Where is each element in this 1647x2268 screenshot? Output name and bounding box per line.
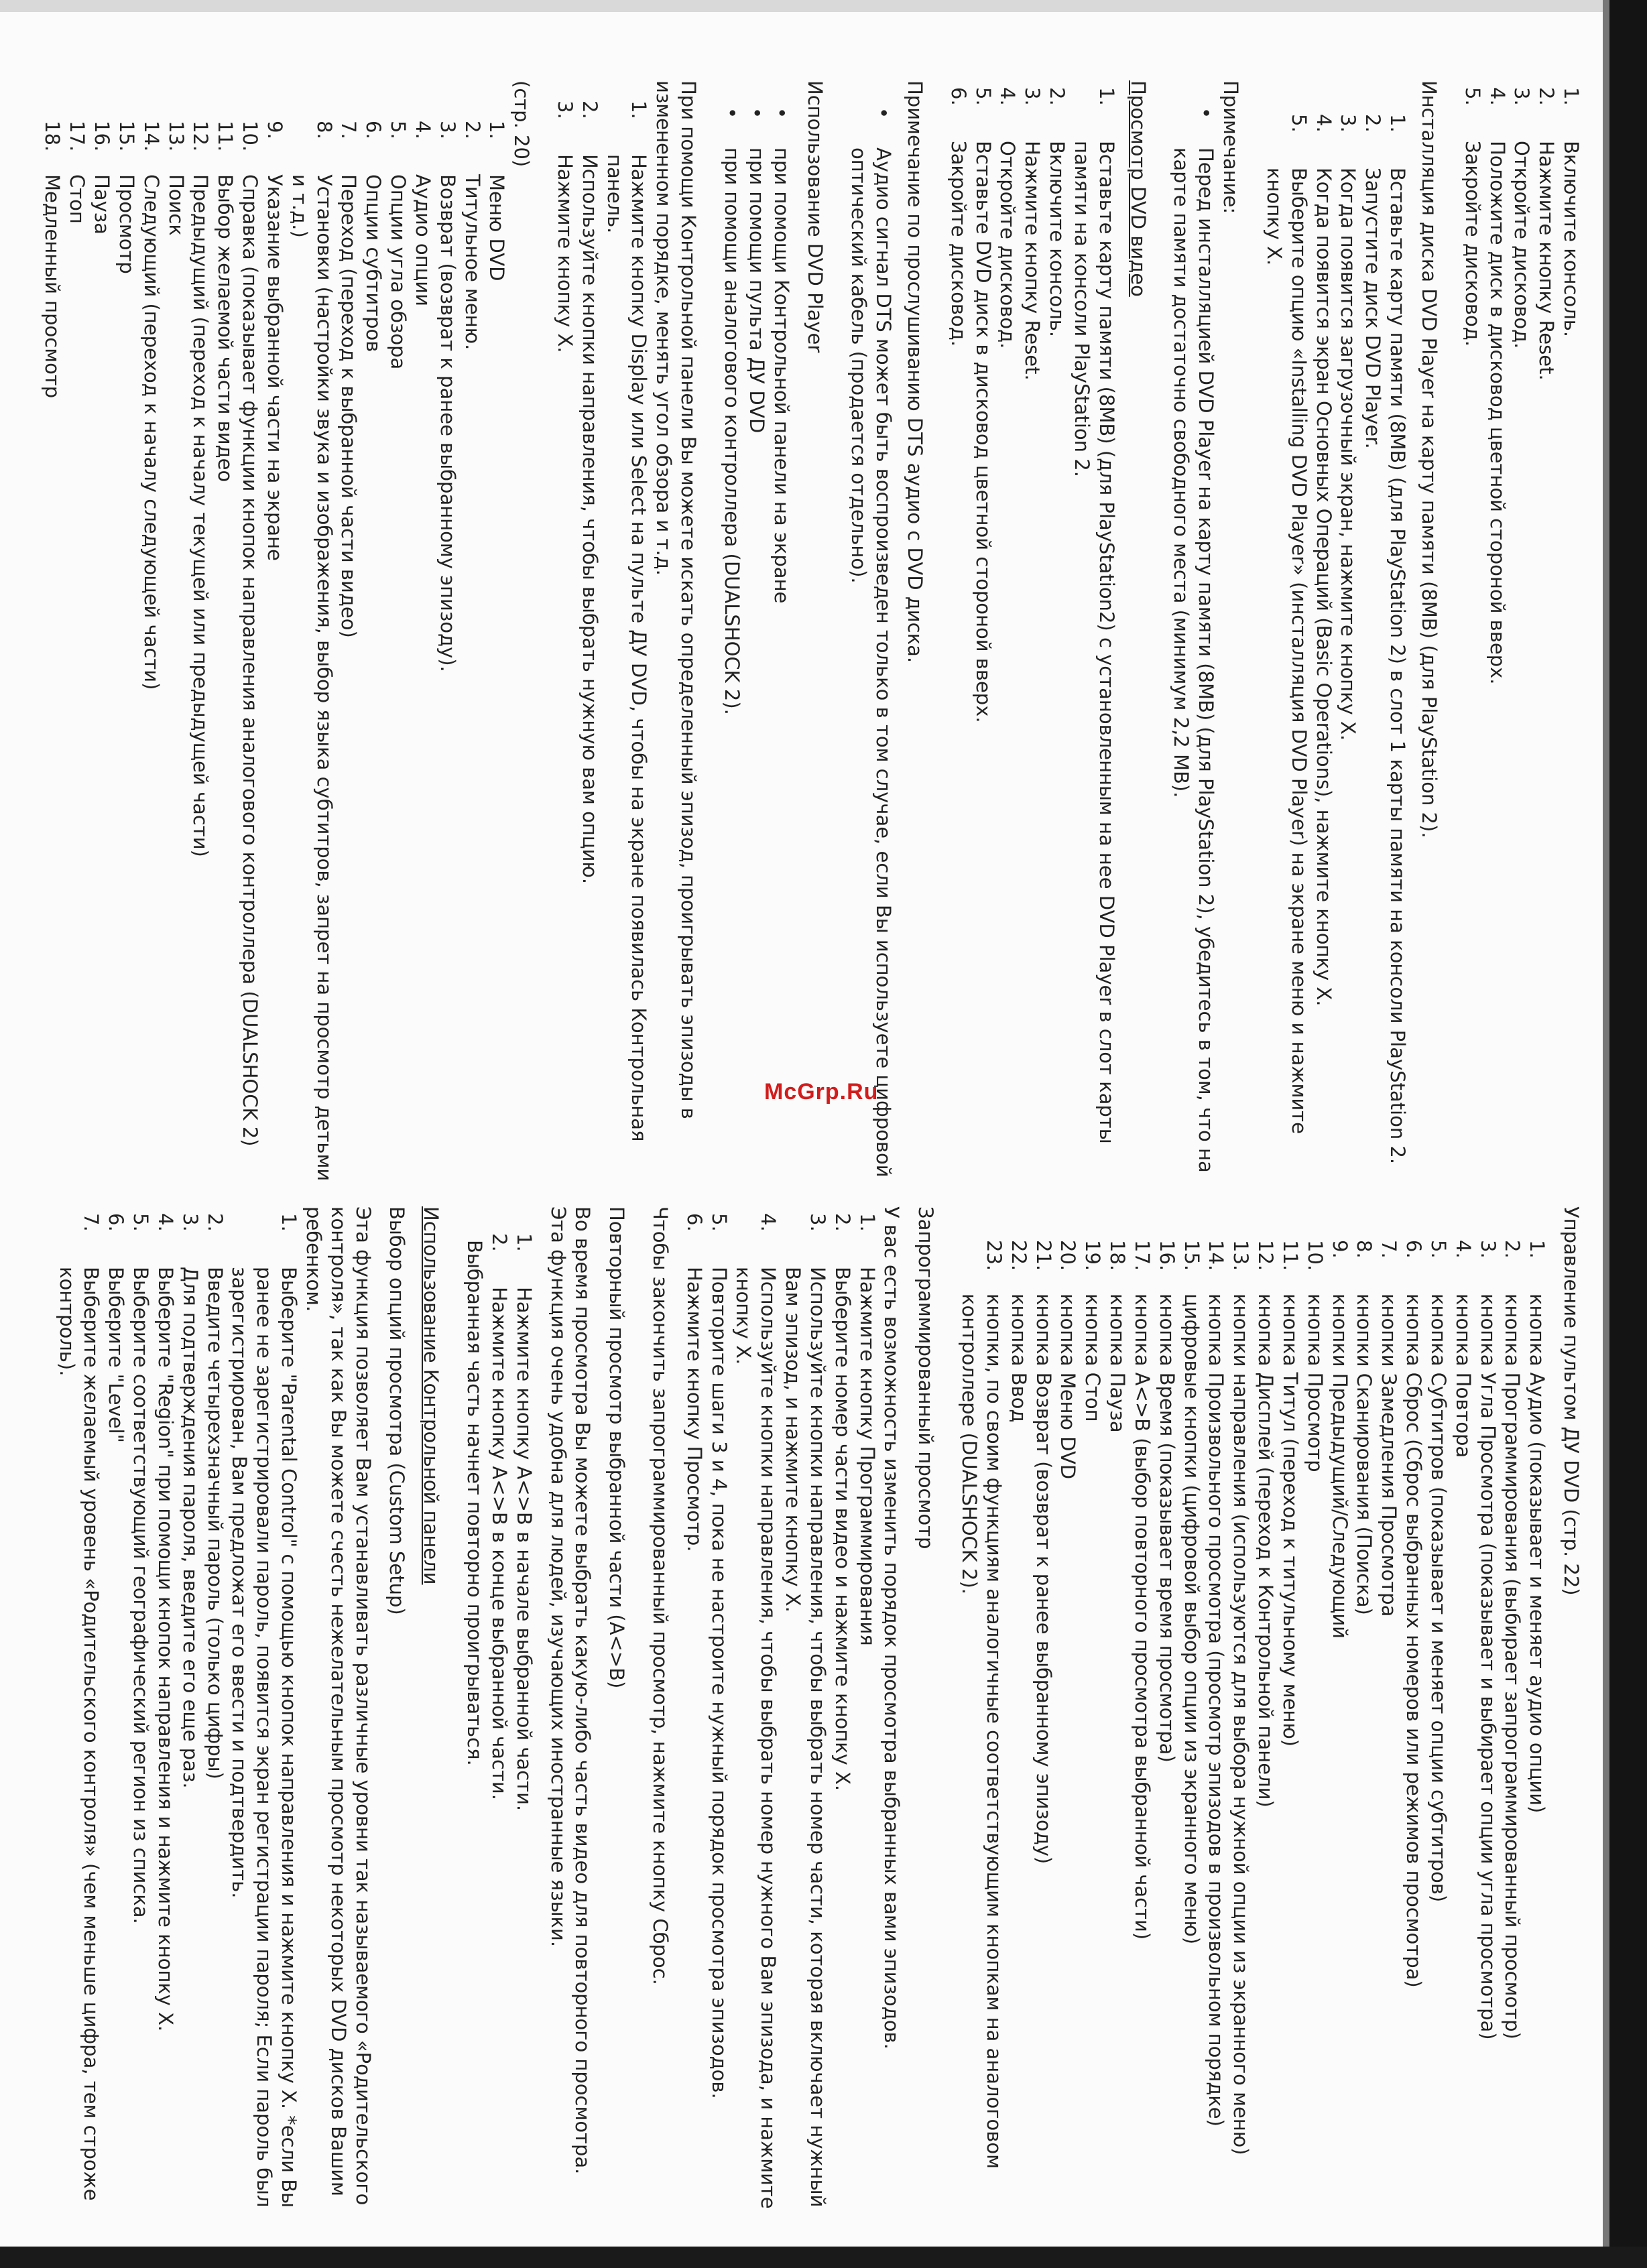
- menu-item-text: Установки (настройки звука и изображения, выбор языка субтитров, запрет на просмотр детьми и т.д.): [288, 174, 336, 1182]
- menu-item-number: 14.: [139, 121, 163, 152]
- menu-item-text: Медленный просмотр: [41, 174, 64, 399]
- menu-item-number: 5.: [387, 121, 410, 139]
- menu-item-text: Возврат (возврат к ранее выбранному эпизоду).: [436, 174, 459, 672]
- view-step: [995, 80, 1020, 1186]
- install-step: [1336, 107, 1361, 1186]
- view-steps: [946, 80, 1119, 1186]
- remote-item-number: 9.: [1328, 1240, 1351, 1259]
- ab-step: [511, 1226, 536, 2212]
- menu-item-text: Следующий (переход к началу следующей части): [139, 174, 163, 690]
- menu-item-text: Меню DVD: [485, 174, 509, 281]
- parental-intro: Эта функция позволяет Вам устанавливать различные уровни так называемого «Родительского контроля», так как Вы можете счесть нежелательным просмотр некоторых DVD дисков Вашим ребенком.: [302, 1206, 375, 2206]
- menu-item-number: 7.: [337, 121, 361, 139]
- panel-step-text: Используйте кнопки направления, чтобы выбрать нужную вам опцию.: [578, 154, 601, 885]
- ab-intro: Во время просмотра Вы можете выбрать какую-либо часть видео для повторного просмотра. Эта функция очень удобна для людей, изучающих иностранные языки.: [546, 1206, 595, 2175]
- startup-step: [1460, 80, 1485, 1186]
- menu-item-number: 18.: [41, 121, 64, 152]
- menu-item-text: Поиск: [164, 174, 188, 236]
- prog-step-number: 5.: [707, 1213, 731, 1232]
- menu-item-number: 16.: [90, 121, 114, 152]
- startup-step-number: 5.: [1461, 87, 1484, 106]
- panel-steps: [552, 80, 651, 1186]
- remote-items: [957, 1206, 1549, 2212]
- panel-step-text: Нажмите кнопку X.: [554, 154, 577, 353]
- prog-step: [830, 1206, 855, 2212]
- prog-step-text: Нажмите кнопку Программирования: [855, 1267, 879, 1646]
- remote-item-text: кнопки направления (используются для выбора нужной опции из экранного меню): [1229, 1294, 1253, 2155]
- remote-item-number: 15.: [1180, 1240, 1203, 1271]
- startup-step: [1559, 80, 1583, 1186]
- view-step-number: 4.: [996, 87, 1020, 106]
- custom-heading: Выбор опций просмотра (Custom Setup): [385, 1206, 409, 1615]
- remote-item: [1524, 1233, 1549, 2212]
- remote-item-number: 19.: [1081, 1240, 1105, 1271]
- menu-item-text: Стоп: [66, 174, 89, 224]
- menu-item: [385, 114, 410, 1186]
- startup-step-text: Положите диск в дисковод цветной стороной вверх.: [1485, 141, 1509, 685]
- parental-step-number: 6.: [105, 1213, 128, 1232]
- remote-item-text: кнопка Время (показывает время просмотра): [1155, 1294, 1178, 1763]
- prog-step-number: 2.: [831, 1213, 854, 1232]
- remote-item-text: кнопка Произвольного просмотра (просмотр эпизодов в произвольном порядке): [1205, 1294, 1228, 2127]
- remote-item-number: 11.: [1278, 1240, 1302, 1271]
- remote-item-text: кнопка Стоп: [1081, 1294, 1105, 1422]
- watermark-logo: McGrp.Ru: [764, 1079, 879, 1105]
- view-step-number: 5.: [971, 87, 995, 106]
- note-label: Примечание:: [1219, 80, 1243, 214]
- menu-item-text: Опции субтитров: [362, 174, 385, 353]
- ab-step: [487, 1226, 511, 2212]
- menu-item-number: 3.: [436, 121, 459, 139]
- parental-step: [128, 1206, 153, 2212]
- view-heading: Просмотр DVD видео: [1126, 80, 1150, 297]
- prog-step-text: Используйте кнопки направления, чтобы выбрать номер нужного Вам эпизода, и нажмите кнопку X.: [732, 1267, 780, 2209]
- remote-item: [1302, 1233, 1327, 2212]
- startup-step: [1510, 80, 1534, 1186]
- dts-note-heading: Примечание по прослушиванию DTS аудио с DVD диска.: [903, 80, 926, 664]
- usage-heading: Использование DVD Player: [804, 80, 827, 353]
- view-step-text: Включите консоль.: [1046, 141, 1069, 338]
- remote-item-text: кнопка Дисплей (переход к Контрольной панели): [1254, 1294, 1278, 1808]
- parental-step: [54, 1206, 104, 2212]
- panel-step-number: 3.: [554, 101, 577, 119]
- remote-item-number: 4.: [1451, 1240, 1475, 1259]
- remote-item-text: кнопка Аудио (показывает и меняет аудио опции): [1526, 1294, 1549, 1814]
- remote-item-number: 2.: [1501, 1240, 1524, 1259]
- parental-step-text: Выберите "Level": [105, 1267, 128, 1443]
- install-step: [1385, 107, 1410, 1186]
- parental-step: [103, 1206, 128, 2212]
- remote-item-number: 22.: [1007, 1240, 1030, 1271]
- parental-step: [202, 1206, 227, 2212]
- remote-item: [1426, 1233, 1451, 2212]
- parental-step-number: 2.: [203, 1213, 227, 1232]
- prog-step-number: 6.: [682, 1213, 706, 1232]
- remote-item: [1056, 1233, 1081, 2212]
- prog-step: [707, 1206, 731, 2212]
- view-step-number: 6.: [947, 87, 970, 106]
- startup-step-number: 3.: [1510, 87, 1534, 106]
- usage-list: [719, 80, 793, 1186]
- view-step: [971, 80, 995, 1186]
- menu-item: [287, 114, 337, 1186]
- install-step-text: Вставьте карту памяти (8МВ) (для PlayStation 2) в слот 1 карты памяти на консоли PlayStation 2.: [1386, 168, 1410, 1165]
- menu-item: [212, 114, 237, 1186]
- parental-steps: [54, 1206, 301, 2212]
- remote-item: [1352, 1233, 1377, 2212]
- view-step-text: Откройте дисковод.: [996, 141, 1020, 349]
- install-step-text: Когда появится загрузочный экран, нажмите кнопку X.: [1337, 168, 1360, 741]
- startup-step-text: Нажмите кнопку Reset.: [1535, 141, 1559, 381]
- remote-item: [1500, 1233, 1525, 2212]
- menu-item-number: 9.: [263, 121, 286, 139]
- menu-item: [40, 114, 65, 1186]
- view-step-number: 2.: [1046, 87, 1069, 106]
- ab-step-number: 1.: [512, 1233, 536, 1252]
- view-step-text: Закройте дисковод.: [947, 141, 970, 347]
- ab-step-text: Нажмите кнопку A<>B в конце выбранной части.: [487, 1287, 511, 1800]
- remote-item-text: кнопка Сброс (Сброс выбранных номеров или режимов просмотра): [1402, 1294, 1426, 1988]
- remote-item: [1376, 1233, 1401, 2212]
- remote-item-text: кнопка A<>B (выбор повторного просмотра выбранной части): [1130, 1294, 1154, 1940]
- view-step: [1020, 80, 1044, 1186]
- remote-item-text: цифровые кнопки (цифровой выбор опции из экранного меню): [1180, 1294, 1203, 1945]
- remote-item-number: 17.: [1130, 1240, 1154, 1271]
- install-step-number: 3.: [1337, 114, 1360, 133]
- remote-item: [1130, 1233, 1154, 2212]
- parental-step-text: Для подтверждения пароля, введите его еще раз.: [178, 1267, 202, 1789]
- remote-item-text: кнопка Просмотр: [1303, 1294, 1327, 1472]
- remote-item: [1401, 1233, 1426, 2212]
- parental-step-number: 4.: [154, 1213, 177, 1232]
- remote-item: [1204, 1233, 1229, 2212]
- remote-item: [957, 1233, 1006, 2212]
- prog-step: [855, 1206, 879, 2212]
- remote-item-text: кнопка Ввод: [1007, 1294, 1030, 1423]
- remote-item: [1253, 1233, 1278, 2212]
- note-list: [1169, 80, 1219, 1186]
- view-step: [946, 80, 971, 1186]
- startup-step-text: Закройте дисковод.: [1461, 141, 1484, 347]
- menu-item: [64, 114, 89, 1186]
- remote-item-number: 21.: [1032, 1240, 1055, 1271]
- remote-item-number: 20.: [1056, 1240, 1080, 1271]
- remote-item-text: кнопка Меню DVD: [1056, 1294, 1080, 1480]
- menu-item-number: 17.: [66, 121, 89, 152]
- menu-items: [40, 80, 509, 1186]
- remote-item-number: 6.: [1402, 1240, 1426, 1259]
- menu-item: [485, 114, 509, 1186]
- remote-item: [1228, 1233, 1253, 2212]
- menu-item-number: 2.: [461, 121, 484, 139]
- prog-step: [682, 1206, 707, 2212]
- ab-end: Выбранная часть начнет повторно проигрываться.: [463, 1240, 487, 1766]
- ab-step-text: Нажмите кнопку A<>B в начале выбранной части.: [512, 1287, 536, 1812]
- startup-step: [1485, 80, 1510, 1186]
- panel-step: [552, 94, 577, 1186]
- menu-item: [89, 114, 114, 1186]
- remote-item-number: 14.: [1205, 1240, 1228, 1271]
- menu-item: [139, 114, 164, 1186]
- menu-item-number: 1.: [485, 121, 509, 139]
- remote-item-text: кнопки, по своим функциям аналогичные соответствующим кнопкам на аналоговом контроллере (DUALSHOCK 2).: [958, 1294, 1005, 2169]
- prog-step-text: Используйте кнопки направления, чтобы выбрать номер части, которая включает нужный Вам эпизод, и нажмите кнопку X.: [782, 1267, 829, 2208]
- menu-item-text: Титульное меню.: [461, 174, 484, 351]
- remote-item-text: кнопка Титул (переход к титульному меню): [1278, 1294, 1302, 1747]
- prog-end: Чтобы закончить запрограммированный просмотр, нажмите кнопку Сброс.: [649, 1206, 672, 1985]
- left-column: [40, 80, 1583, 1186]
- panel-step: [602, 94, 652, 1186]
- menu-item: [460, 114, 485, 1186]
- remote-item-text: кнопка Программирования (выбирает запрограммированный просмотр): [1501, 1294, 1524, 2039]
- parental-step-number: 7.: [80, 1213, 103, 1232]
- menu-item-text: Выбор желаемой части видео: [214, 174, 237, 483]
- menu-item: [262, 114, 287, 1186]
- menu-item-text: Опции угла обзора: [387, 174, 410, 370]
- remote-item: [1154, 1233, 1179, 2212]
- install-step: [1311, 107, 1336, 1186]
- startup-step-number: 4.: [1485, 87, 1509, 106]
- remote-item-text: кнопка Угла Просмотра (показывает и выбирает опции угла просмотра): [1476, 1294, 1500, 2040]
- remote-item-text: кнопка Субтитров (показывает и меняет опции субтитров): [1426, 1294, 1450, 1903]
- remote-item-text: кнопка Повтора: [1451, 1294, 1475, 1458]
- remote-item-text: кнопки Предыдущий/Следующий: [1328, 1294, 1351, 1639]
- remote-item-number: 13.: [1229, 1240, 1253, 1271]
- panel-step-text: Нажмите кнопку Display или Select на пульте ДУ DVD, чтобы на экране появилась Контрольная панель.: [603, 154, 651, 1142]
- menu-item-text: Предыдущий (переход к началу текущей или предыдущей части): [189, 174, 212, 857]
- remote-item-number: 23.: [982, 1240, 1005, 1271]
- startup-step-number: 1.: [1560, 87, 1583, 106]
- prog-step: [780, 1206, 830, 2212]
- prog-step: [731, 1206, 781, 2212]
- install-step: [1262, 107, 1311, 1186]
- startup-step-text: Включите консоль.: [1560, 141, 1583, 338]
- view-step-text: Вставьте карту памяти (8МВ) (для PlayStation2) с установленным на нее DVD Player в слот карты памяти на консоли PlayStation 2.: [1070, 141, 1118, 1144]
- parental-step-text: Выберите "Parental Control" с помощью кнопок направления и нажмите кнопку X. *если Вы ранее не зарегистрировали пароль, появится экран регистрации пароля; Если пароль был зарегистрирован, Вам предложат его ввести и подтвердить.: [228, 1267, 301, 2208]
- parental-step-text: Введите четырехзначный пароль (только цифры): [203, 1267, 227, 1779]
- menu-item-number: 15.: [115, 121, 138, 152]
- prog-steps: [682, 1206, 879, 2212]
- view-step-text: Нажмите кнопку Reset.: [1021, 141, 1044, 381]
- menu-item-text: Пауза: [90, 174, 114, 235]
- remote-item: [1179, 1233, 1204, 2212]
- menu-item-number: 13.: [164, 121, 188, 152]
- panel-step: [577, 94, 602, 1186]
- parental-step-text: Выберите соответствующий географический регион из списка.: [129, 1267, 153, 1924]
- parental-step-text: Выберите "Region" при помощи кнопок направления и нажмите кнопку X.: [154, 1267, 177, 2032]
- remote-item-number: 5.: [1426, 1240, 1450, 1259]
- install-step-text: Выберите опцию «Installing DVD Player» (инсталляция DVD Player) на экране меню и нажмите кнопку X.: [1262, 168, 1310, 1134]
- remote-item: [1451, 1233, 1475, 2212]
- remote-heading: Управление пультом ДУ DVD (стр. 22): [1560, 1206, 1583, 1596]
- install-step-number: 4.: [1312, 114, 1335, 133]
- panel-step-number: 1.: [627, 101, 651, 119]
- menu-item-text: Переход (переход к выбранной части видео): [337, 174, 361, 638]
- menu-item-number: 4.: [411, 121, 434, 139]
- usage-item: • при помощи пульта ДУ DVD: [744, 107, 769, 1186]
- view-step-number: 1.: [1095, 87, 1118, 106]
- menu-item: [114, 114, 139, 1186]
- remote-item: [1031, 1233, 1056, 2212]
- menu-item-text: Указание выбранной части на экране: [263, 174, 286, 561]
- panel-use-heading: Использование Контрольной панели: [420, 1206, 443, 1585]
- menu-item-number: 10.: [239, 121, 262, 152]
- view-step: [1069, 80, 1119, 1186]
- parental-step: [227, 1206, 301, 2212]
- right-column: [54, 1206, 1583, 2212]
- parental-step: [153, 1206, 178, 2212]
- install-step-number: 5.: [1287, 114, 1310, 133]
- remote-item-number: 12.: [1254, 1240, 1278, 1271]
- menu-item-number: 8.: [312, 121, 336, 139]
- menu-item-text: Справка (показывает функции кнопок направления аналогового контроллера (DUALSHOCK 2): [239, 174, 262, 1147]
- menu-item-text: Аудио опции: [411, 174, 434, 306]
- install-step-number: 1.: [1386, 114, 1410, 133]
- menu-item: [435, 114, 460, 1186]
- install-heading: Инсталляция диска DVD Player на карту памяти (8МВ) (для PlayStation 2).: [1417, 80, 1441, 838]
- dts-note-text: • Аудио сигнал DTS может быть воспроизведен только в том случае, если Вы используете цифровой оптический кабель (продается отдельно).: [846, 107, 896, 1186]
- menu-item: [164, 114, 188, 1186]
- prog-step-number: 4.: [757, 1213, 780, 1232]
- remote-item-number: 7.: [1378, 1240, 1401, 1259]
- remote-item-number: 3.: [1476, 1240, 1500, 1259]
- page-ref: (стр. 20): [510, 80, 534, 168]
- parental-step-number: 5.: [129, 1213, 153, 1232]
- menu-item-number: 12.: [189, 121, 212, 152]
- startup-step: [1534, 80, 1559, 1186]
- prog-step-text: Повторите шаги 3 и 4, пока не настроите нужный порядок просмотра эпизодов.: [707, 1267, 731, 2099]
- remote-item: [1006, 1233, 1031, 2212]
- panel-intro: При помощи Контрольной панели Вы можете искать определенный эпизод, проигрывать эпизоды в измененном порядке, менять угол обзора и т.д.: [652, 80, 700, 1119]
- parental-step-number: 3.: [178, 1213, 202, 1232]
- ab-heading: Повторный просмотр выбранной части (A<>B): [605, 1206, 629, 1689]
- view-step-text: Вставьте DVD диск в дисковод цветной стороной вверх.: [971, 141, 995, 723]
- parental-step: [178, 1206, 202, 2212]
- menu-item-text: Просмотр: [115, 174, 138, 274]
- remote-item-number: 18.: [1106, 1240, 1130, 1271]
- remote-item-number: 8.: [1353, 1240, 1376, 1259]
- remote-item: [1278, 1233, 1302, 2212]
- prog-step-number: 1.: [855, 1213, 879, 1232]
- menu-item-number: 11.: [214, 121, 237, 152]
- install-steps: [1262, 80, 1410, 1186]
- prog-step-number: 3.: [806, 1213, 829, 1232]
- menu-item: [337, 114, 361, 1186]
- remote-item-text: кнопки Сканирования (Поиска): [1353, 1294, 1376, 1615]
- remote-item: [1080, 1233, 1105, 2212]
- install-step-text: Запустите диск DVD Player.: [1361, 168, 1385, 449]
- menu-item: [188, 114, 213, 1186]
- menu-item: [361, 114, 385, 1186]
- usage-item: • при помощи Контрольной панели на экране: [769, 107, 794, 1186]
- menu-item: [237, 114, 262, 1186]
- usage-item: • при помощи аналогового контроллера (DUALSHOCK 2).: [719, 107, 744, 1186]
- parental-step-number: 1.: [278, 1213, 301, 1232]
- remote-item: [1105, 1233, 1130, 2212]
- note-text: • Перед инсталляцией DVD Player на карту памяти (8МВ) (для PlayStation 2), убедитесь в том, что на карте памяти достаточно свободного места (минимум 2,2 МВ).: [1169, 107, 1219, 1186]
- view-step: [1044, 80, 1069, 1186]
- ab-steps: [487, 1206, 536, 2212]
- prog-step-text: Выберите номер части видео и нажмите кнопку X.: [831, 1267, 854, 1791]
- remote-item-text: кнопка Возврат (возврат к ранее выбранному эпизоду): [1032, 1294, 1055, 1865]
- ab-step-number: 2.: [487, 1233, 511, 1252]
- install-step-text: Когда появится экран Основных Операций (Basic Operations), нажмите кнопку X.: [1312, 168, 1335, 1007]
- install-step: [1360, 107, 1385, 1186]
- panel-step-number: 2.: [578, 101, 601, 119]
- startup-step-text: Откройте дисковод.: [1510, 141, 1534, 349]
- parental-step-text: Выберите желаемый уровень «Родительского контроля» (чем меньше цифра, тем строже контроль).: [55, 1267, 103, 2201]
- prog-step-text: Нажмите кнопку Просмотр.: [682, 1267, 706, 1552]
- install-step-number: 2.: [1361, 114, 1385, 133]
- remote-item-text: кнопка Пауза: [1106, 1294, 1130, 1433]
- view-step-number: 3.: [1021, 87, 1044, 106]
- remote-item-number: 16.: [1155, 1240, 1178, 1271]
- remote-item-number: 1.: [1526, 1240, 1549, 1259]
- dts-note-list: [846, 80, 896, 1186]
- menu-item: [410, 114, 435, 1186]
- startup-steps: [1460, 80, 1583, 1186]
- remote-item: [1475, 1233, 1500, 2212]
- remote-item: [1327, 1233, 1352, 2212]
- remote-item-number: 10.: [1303, 1240, 1327, 1271]
- startup-step-number: 2.: [1535, 87, 1559, 106]
- prog-heading: Запрограммированный просмотр: [914, 1206, 938, 1550]
- menu-item-number: 6.: [362, 121, 385, 139]
- remote-item-text: кнопки Замедления Просмотра: [1378, 1294, 1401, 1617]
- prog-intro: У вас есть возможность изменить порядок просмотра выбранных вами эпизодов.: [880, 1206, 904, 2050]
